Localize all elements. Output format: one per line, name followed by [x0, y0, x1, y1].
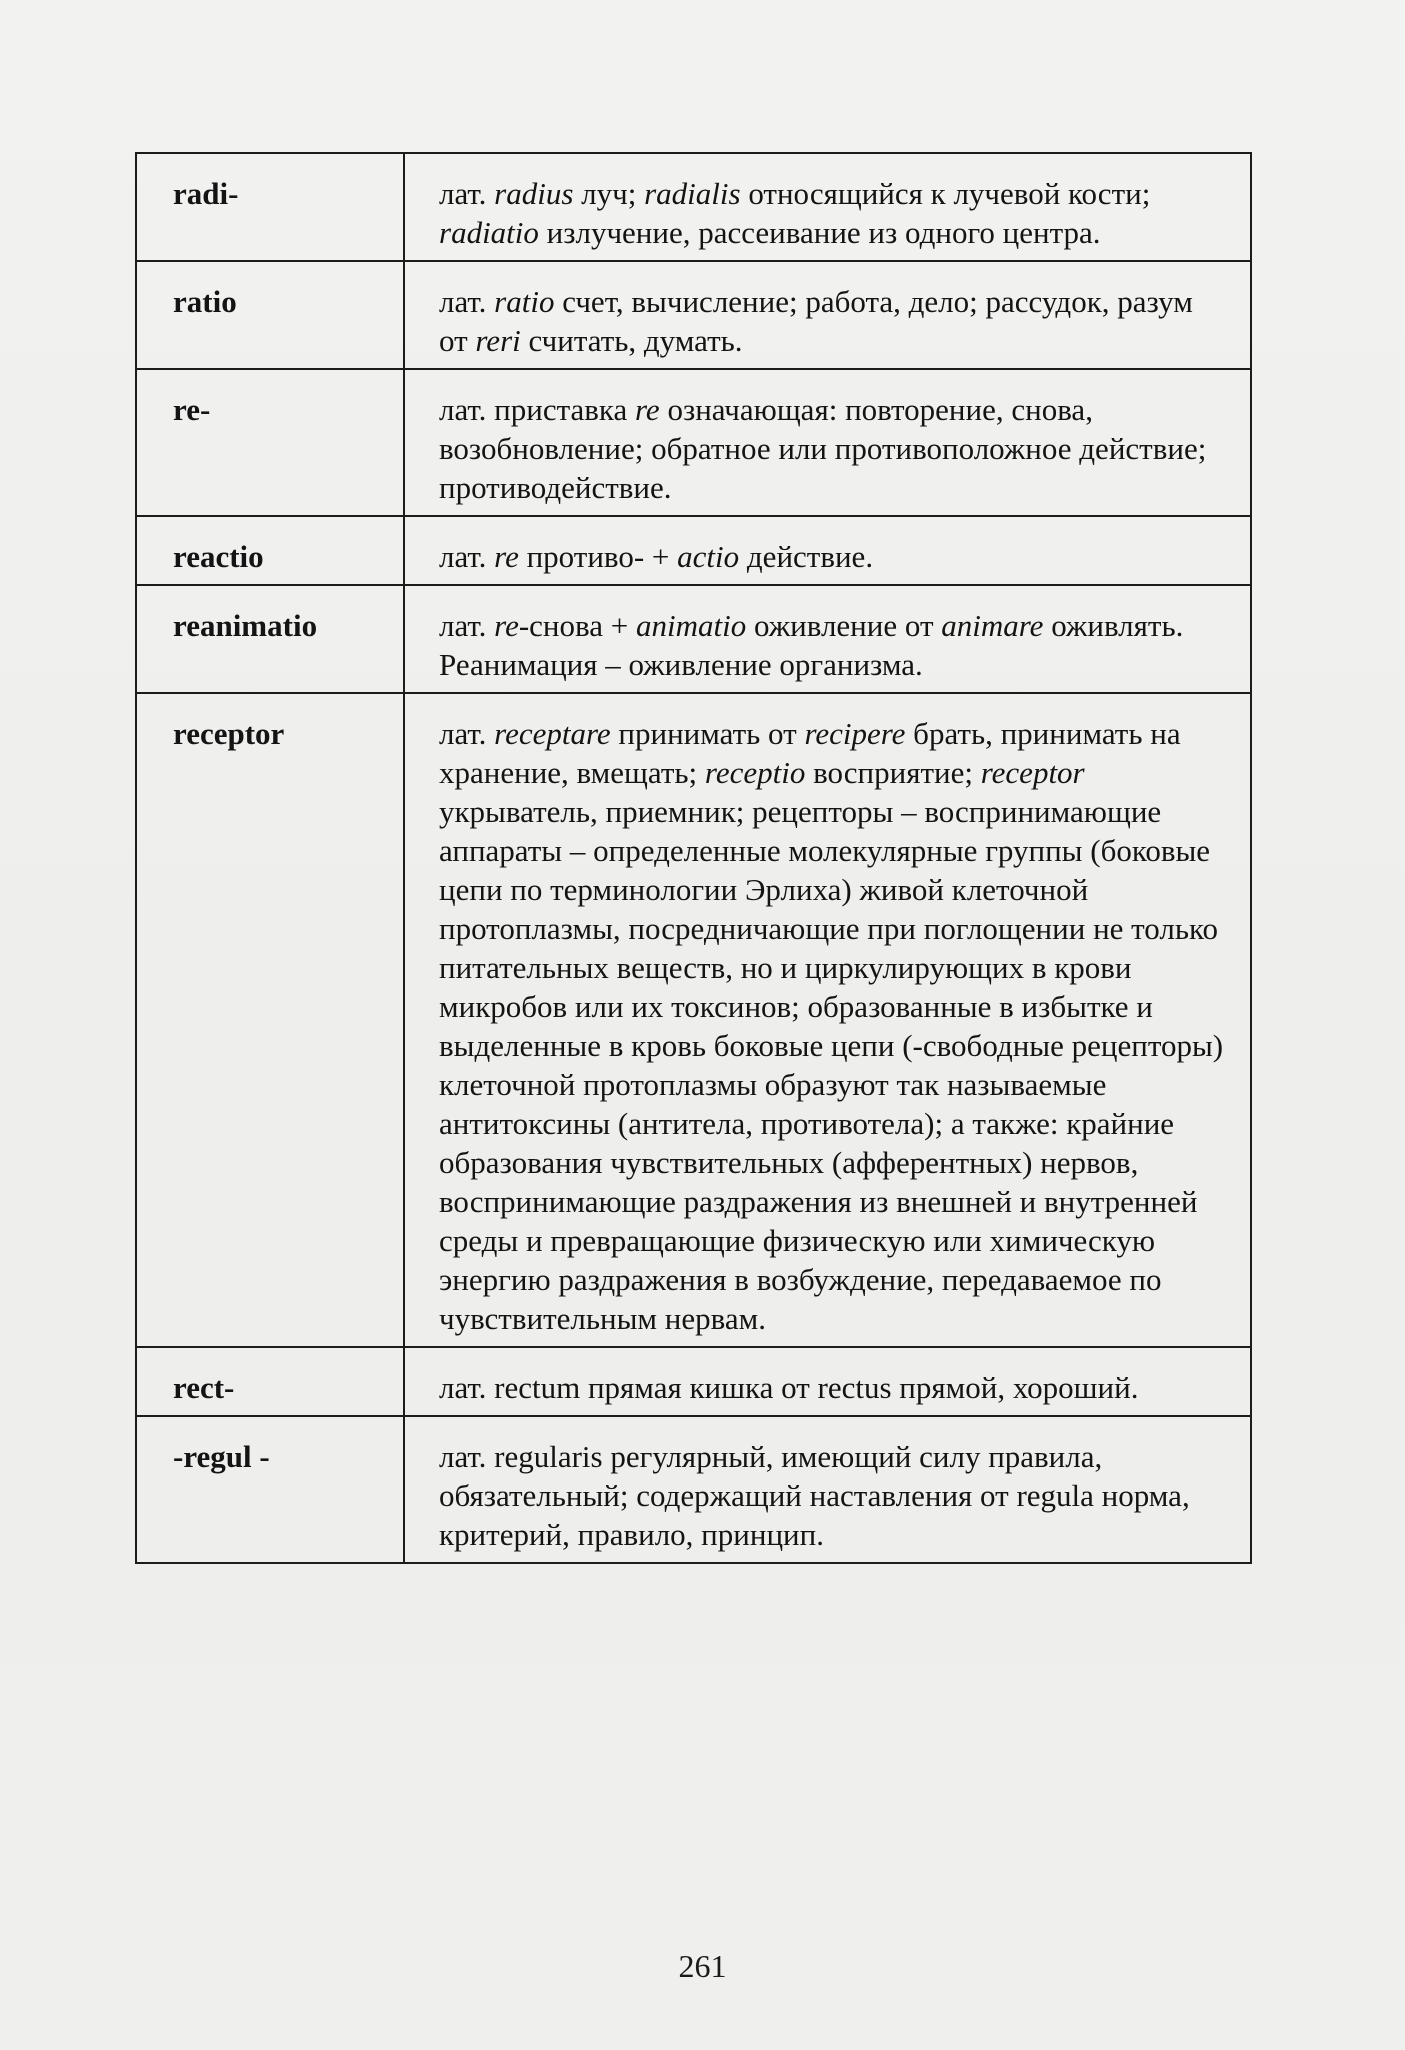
latin-word: reri [475, 323, 521, 358]
glossary-term: reactio [136, 516, 404, 585]
latin-word: re [494, 608, 519, 643]
glossary-table [135, 152, 1252, 1564]
latin-word: radialis [644, 176, 741, 211]
definition-text: лат. [439, 284, 495, 319]
definition-text: оживление от [746, 608, 942, 643]
definition-text: означающая: повторение, снова, возобновление; обратное или противоположное действие; противодействие. [439, 392, 1207, 505]
glossary-row [136, 261, 1251, 369]
glossary-term: ratio [136, 261, 404, 369]
definition-text: считать, думать. [520, 323, 743, 358]
definition-text: принимать от [610, 716, 805, 751]
definition-text: брать, принимать на хранение, вмещать; [439, 716, 1181, 790]
glossary-term: reanimatio [136, 585, 404, 693]
latin-word: recipere [804, 716, 906, 751]
definition-text: действие. [739, 539, 874, 574]
latin-word: radiatio [439, 215, 539, 250]
definition-text: лат. приставка [439, 392, 636, 427]
definition-text: оживлять. Реанимация – оживление организма. [439, 608, 1184, 682]
glossary-definition [404, 693, 1251, 1347]
glossary-row [136, 153, 1251, 261]
latin-word: re [635, 392, 660, 427]
definition-text: лат. [439, 539, 495, 574]
glossary-definition [404, 516, 1251, 585]
definition-text: лат. [439, 716, 495, 751]
latin-word: receptare [494, 716, 611, 751]
glossary-row [136, 369, 1251, 516]
definition-text: восприятие; [805, 755, 981, 790]
definition-text: луч; [573, 176, 645, 211]
glossary-definition [404, 1416, 1251, 1563]
glossary-definition [404, 261, 1251, 369]
glossary-term: receptor [136, 693, 404, 1347]
glossary-term: radi- [136, 153, 404, 261]
latin-word: radius [494, 176, 574, 211]
page-number: 261 [678, 1948, 727, 1984]
definition-text: излучение, рассеивание из одного центра. [538, 215, 1101, 250]
definition-text: лат. [439, 176, 495, 211]
glossary-body [136, 153, 1251, 1563]
glossary-row [136, 693, 1251, 1347]
glossary-row [136, 1416, 1251, 1563]
glossary-definition [404, 585, 1251, 693]
definition-text: противо- + [518, 539, 678, 574]
latin-word: ratio [494, 284, 555, 319]
definition-text: лат. rectum прямая кишка от rectus прямой, хороший. [439, 1370, 1139, 1405]
glossary-term: -regul - [136, 1416, 404, 1563]
latin-word: receptio [704, 755, 806, 790]
glossary-row [136, 1347, 1251, 1416]
glossary-definition [404, 1347, 1251, 1416]
definition-text: лат. regularis регулярный, имеющий силу правила, обязательный; содержащий наставления от regula норма, критерий, правило, принцип. [439, 1439, 1190, 1552]
glossary-term: rect- [136, 1347, 404, 1416]
glossary-term: re- [136, 369, 404, 516]
glossary-row [136, 516, 1251, 585]
glossary-definition [404, 369, 1251, 516]
definition-text: счет, вычисление; работа, дело; рассудок, разум от [439, 284, 1193, 358]
definition-text: лат. [439, 608, 495, 643]
glossary-definition [404, 153, 1251, 261]
definition-text: укрыватель, приемник; рецепторы – воспринимающие аппараты – определенные молекулярные группы (боковые цепи по терминологии Эрлиха) живой клеточной протоплазмы, посредничающие при поглощении не только питательных веществ, но и циркулирующих в крови микробов или их токсинов; образованные в избытке и выделенные в кровь боковые цепи (-свободные рецепторы) клеточной протоплазмы образуют так называемые антитоксины (антитела, противотела); а также: крайние образования чувствительных (афферентных) нервов, воспринимающие раздражения из внешней и внутренней среды и превращающие физическую или химическую энергию раздражения в возбуждение, передаваемое по чувствительным нервам. [439, 794, 1224, 1336]
latin-word: actio [677, 539, 740, 574]
glossary-row [136, 585, 1251, 693]
definition-text: -снова + [518, 608, 636, 643]
latin-word: re [494, 539, 519, 574]
definition-text: относящийся к лучевой кости; [740, 176, 1151, 211]
latin-word: animatio [636, 608, 747, 643]
latin-word: animare [941, 608, 1044, 643]
latin-word: receptor [980, 755, 1085, 790]
